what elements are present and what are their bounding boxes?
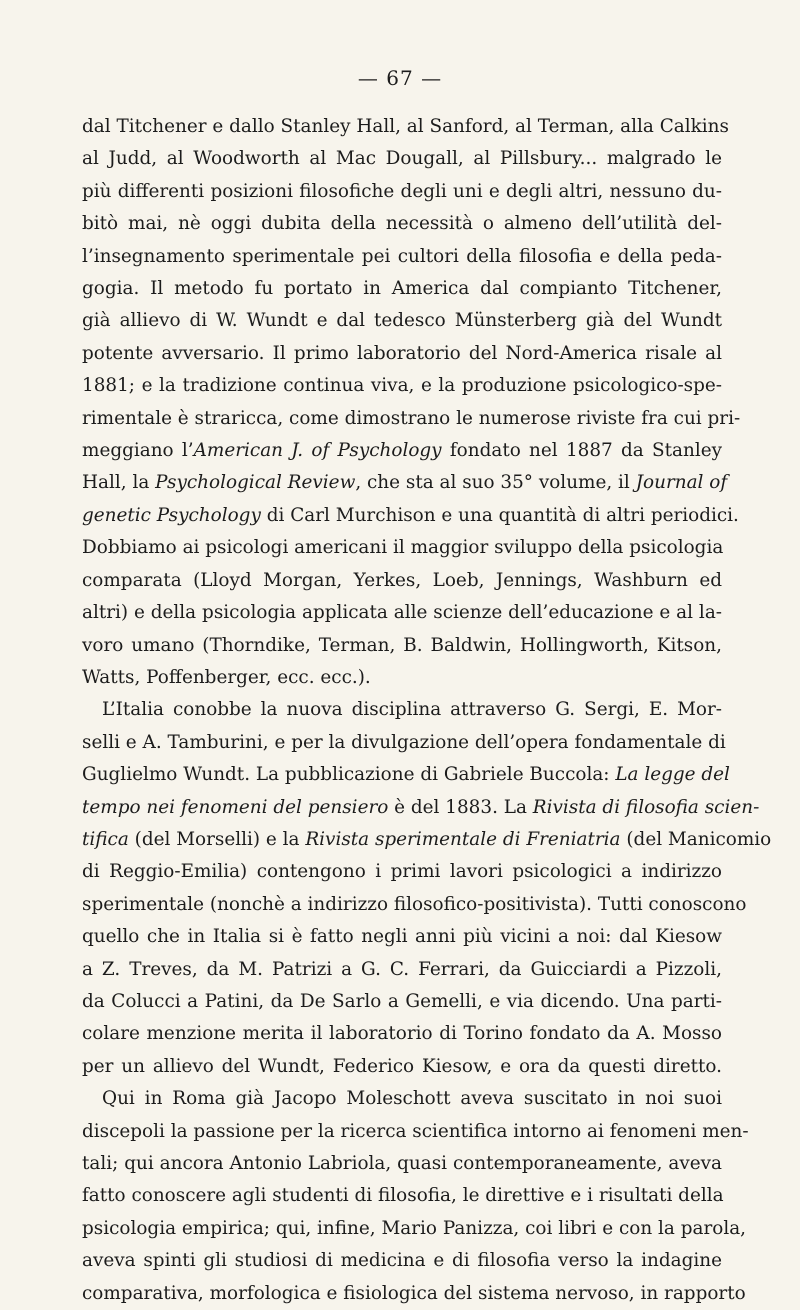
text-line	[82, 954, 722, 986]
text-line	[82, 1083, 722, 1115]
text-line	[82, 273, 722, 305]
text-segment: fatto conoscere agli studenti di filosofia, le direttive e i risultati della	[82, 1185, 724, 1207]
text-segment: (del Morselli) e la	[128, 828, 306, 850]
text-line	[82, 630, 722, 662]
text-line	[82, 1245, 722, 1277]
text-line	[82, 1018, 722, 1050]
text-segment: per un allievo del Wundt, Federico Kiesow, e ora da questi diretto.	[82, 1055, 722, 1077]
text-line	[82, 889, 747, 921]
text-line	[82, 986, 722, 1018]
text-segment: Guglielmo Wundt. La pubblicazione di Gabriele Buccola:	[82, 764, 616, 786]
text-segment: dal Titchener e dallo Stanley Hall, al Sanford, al Terman, alla Calkins	[82, 116, 729, 137]
italic-title: Psychological Review	[155, 472, 356, 494]
text-segment: L’Italia conobbe la nuova disciplina attraverso G. Sergi, E. Mor-	[102, 699, 722, 721]
text-line	[82, 1278, 746, 1310]
text-segment: Hall, la	[82, 472, 156, 494]
text-line	[82, 1148, 722, 1180]
text-line	[82, 176, 722, 208]
text-segment: selli e A. Tamburini, e per la divulgazione dell’opera fondamentale di	[82, 731, 726, 753]
text-segment: psicologia empirica; qui, infine, Mario Panizza, coi libri e con la parola,	[82, 1217, 747, 1239]
text-line	[82, 403, 741, 435]
text-line	[82, 305, 722, 337]
text-segment: di Carl Murchison e una quantità di altri periodici.	[260, 504, 739, 526]
text-segment: (del Manicomio	[620, 828, 772, 850]
text-line	[82, 467, 728, 499]
italic-title: tempo nei fenomeni del pensiero	[82, 796, 389, 818]
text-segment: quello che in Italia si è fatto negli anni più vicini a noi: dal Kiesow	[82, 926, 722, 948]
text-segment: meggiano l’	[82, 440, 194, 462]
text-line	[82, 759, 730, 791]
text-line	[82, 1116, 749, 1148]
text-segment: , che sta al suo 35° volume, il	[355, 472, 636, 494]
text-segment: aveva spinti gli studiosi di medicina e di filosofia verso la indagine	[82, 1250, 722, 1272]
text-segment: sperimentale (nonchè a indirizzo filosofico-positivista). Tutti conoscono	[82, 893, 747, 915]
text-segment: rimentale è straricca, come dimostrano le numerose riviste fra cui pri-	[82, 407, 741, 429]
italic-title: tifica	[82, 828, 129, 850]
text-line	[82, 208, 722, 240]
text-line	[82, 792, 760, 824]
page-number: — 67 —	[357, 66, 443, 90]
text-line	[82, 338, 722, 370]
text-segment: voro umano (Thorndike, Terman, B. Baldwin, Hollingworth, Kitson,	[82, 634, 722, 656]
text-segment: 1881; e la tradizione continua viva, e la produzione psicologico-spe-	[82, 375, 722, 397]
text-segment: bitò mai, nè oggi dubita della necessità o almeno dell’utilità del-	[82, 213, 722, 235]
text-line	[82, 111, 729, 143]
italic-title: American J. of Psychology	[193, 440, 442, 462]
text-segment: Dobbiamo ai psicologi americani il maggior sviluppo della psicologia	[82, 537, 724, 559]
text-segment: gogia. Il metodo fu portato in America dal compianto Titchener,	[82, 278, 722, 300]
italic-title: genetic Psychology	[82, 504, 261, 526]
text-line	[82, 532, 722, 564]
text-line	[82, 662, 722, 694]
text-segment: comparativa, morfologica e fisiologica del sistema nervoso, in rapporto	[82, 1282, 746, 1304]
body-text	[82, 111, 772, 1310]
italic-title: Rivista di filosofia scien-	[532, 796, 760, 818]
italic-title: Journal of	[635, 472, 728, 494]
text-line	[82, 824, 772, 856]
text-segment: fondato nel 1887 da Stanley	[441, 440, 722, 462]
text-line	[82, 597, 722, 629]
text-line	[82, 1180, 722, 1212]
text-line	[82, 435, 722, 467]
text-segment: Watts, Poffenberger, ecc. ecc.).	[82, 666, 371, 688]
text-segment: più differenti posizioni filosofiche degli uni e degli altri, nessuno du-	[82, 180, 722, 202]
text-segment: è del 1883. La	[388, 796, 533, 818]
text-line	[82, 370, 722, 402]
text-line	[82, 565, 722, 597]
text-segment: di Reggio-Emilia) contengono i primi lavori psicologici a indirizzo	[82, 861, 722, 883]
text-segment: altri) e della psicologia applicata alle scienze dell’educazione e al la-	[82, 602, 722, 624]
text-segment: discepoli la passione per la ricerca scientifica intorno ai fenomeni men-	[82, 1120, 749, 1142]
text-line	[82, 727, 726, 759]
text-line	[82, 143, 722, 175]
text-segment: a Z. Treves, da M. Patrizi a G. C. Ferrari, da Guicciardi a Pizzoli,	[82, 958, 722, 980]
text-line	[82, 241, 722, 273]
text-segment: comparata (Lloyd Morgan, Yerkes, Loeb, Jennings, Washburn ed	[82, 569, 722, 591]
text-line	[82, 694, 722, 726]
text-segment: Qui in Roma già Jacopo Moleschott aveva suscitato in noi suoi	[102, 1088, 722, 1110]
italic-title: Rivista sperimentale di Freniatria	[305, 828, 621, 850]
text-segment: colare menzione merita il laboratorio di Torino fondato da A. Mosso	[82, 1023, 722, 1045]
text-line	[82, 1051, 722, 1083]
text-segment: già allievo di W. Wundt e dal tedesco Münsterberg già del Wundt	[82, 310, 722, 332]
text-line	[82, 856, 722, 888]
text-segment: potente avversario. Il primo laboratorio del Nord-America risale al	[82, 342, 722, 364]
text-line	[82, 1213, 747, 1245]
text-line	[82, 500, 739, 532]
text-segment: da Colucci a Patini, da De Sarlo a Gemelli, e via dicendo. Una parti-	[82, 990, 722, 1012]
text-line	[82, 921, 722, 953]
italic-title: La legge del	[615, 764, 730, 786]
text-segment: al Judd, al Woodworth al Mac Dougall, al Pillsbury... malgrado le	[82, 148, 722, 170]
text-segment: l’insegnamento sperimentale pei cultori della filosofia e della peda-	[82, 245, 722, 267]
text-segment: tali; qui ancora Antonio Labriola, quasi contemporaneamente, aveva	[82, 1153, 722, 1174]
